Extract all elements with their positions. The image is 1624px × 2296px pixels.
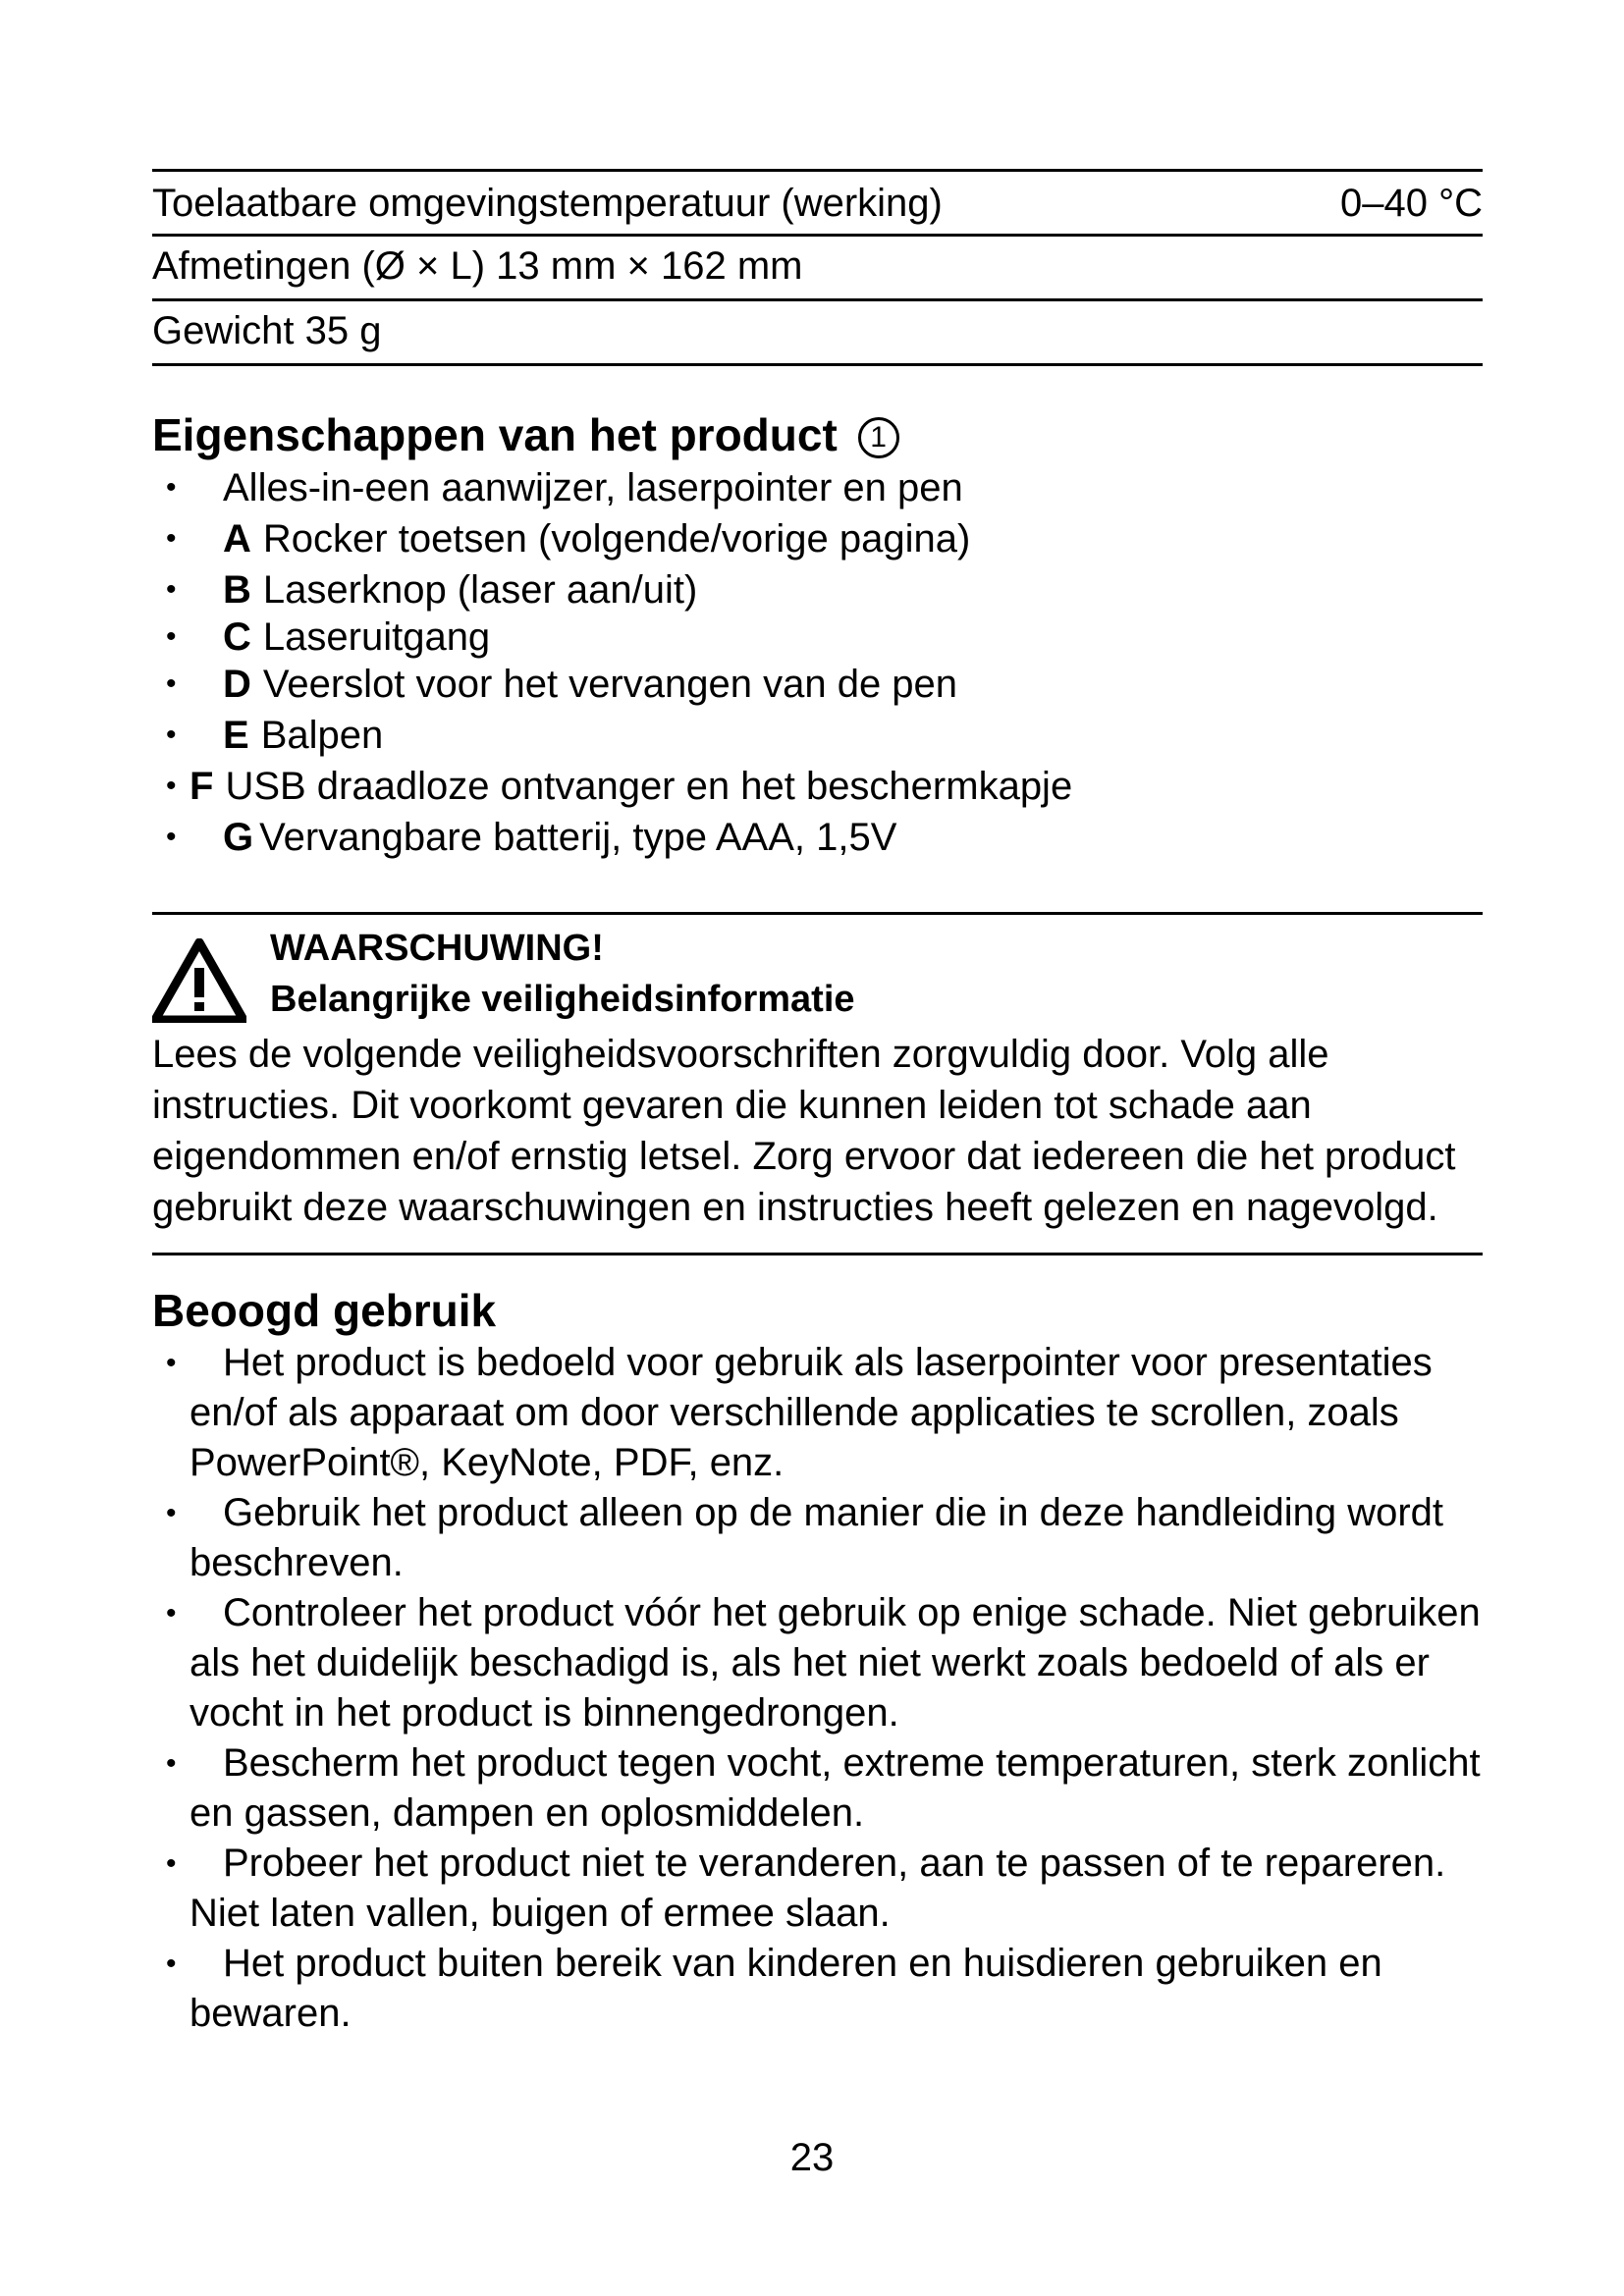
warning-header bbox=[152, 923, 1483, 1025]
list-item: • A Rocker toetsen (volgende/vorige pagina) bbox=[166, 517, 971, 561]
list-item: • Controleer het product vóór het gebruik op enige schade. Niet gebruiken als het duidelijk beschadigd is, als het niet werkt zoals bedoeld of als er vocht in het product is binnengedrongen. bbox=[166, 1591, 1481, 1735]
usage-list bbox=[152, 1338, 1483, 2039]
warning-title: WAARSCHUWING! bbox=[270, 928, 604, 969]
list-item: • Gebruik het product alleen op de manier die in deze handleiding wordt beschreven. bbox=[166, 1491, 1444, 1584]
spec-label: Afmetingen (Ø × L) 13 mm × 162 mm bbox=[152, 244, 803, 288]
warning-bottom-rule bbox=[152, 1253, 1483, 1255]
list-item: • Alles-in-een aanwijzer, laserpointer en pen bbox=[166, 466, 963, 509]
list-item: • G Vervangbare batterij, type AAA, 1,5V bbox=[166, 816, 897, 859]
spec-row-dimensions bbox=[152, 237, 1483, 298]
warning-top-rule bbox=[152, 912, 1483, 915]
spec-value: 0–40 °C bbox=[1340, 182, 1483, 225]
spec-row-temperature bbox=[152, 172, 1483, 234]
list-item: • Probeer het product niet te veranderen, aan te passen of te repareren. Niet laten vallen, buigen of ermee slaan. bbox=[166, 1842, 1446, 1935]
table-bottom-rule bbox=[152, 363, 1483, 366]
list-item: • B Laserknop (laser aan/uit) bbox=[166, 568, 698, 612]
list-item: • F USB draadloze ontvanger en het beschermkapje bbox=[166, 765, 1073, 808]
manual-page bbox=[152, 169, 1483, 2039]
list-item: • Het product buiten bereik van kinderen en huisdieren gebruiken en bewaren. bbox=[166, 1942, 1382, 2035]
warning-triangle-icon bbox=[152, 938, 246, 1023]
list-item: • Bescherm het product tegen vocht, extreme temperaturen, sterk zonlicht en gassen, dampen en oplosmiddelen. bbox=[166, 1741, 1481, 1835]
warning-subtitle: Belangrijke veiligheidsinformatie bbox=[270, 979, 855, 1020]
list-item: • C Laseruitgang bbox=[166, 615, 491, 659]
circled-number-icon: 1 bbox=[858, 417, 899, 458]
features-heading bbox=[152, 407, 1483, 462]
item-key: B bbox=[223, 568, 251, 612]
item-key: C bbox=[223, 615, 251, 659]
item-key: E bbox=[223, 714, 249, 757]
features-title: Eigenschappen van het product bbox=[152, 409, 838, 460]
item-key: F bbox=[189, 765, 214, 808]
spec-row-weight bbox=[152, 301, 1483, 363]
usage-heading: Beoogd gebruik bbox=[152, 1285, 497, 1336]
features-list bbox=[152, 462, 1483, 863]
spec-label: Gewicht 35 g bbox=[152, 309, 382, 352]
list-item: • D Veerslot voor het vervangen van de pen bbox=[166, 663, 958, 706]
item-key: G bbox=[223, 816, 254, 859]
page-number: 23 bbox=[789, 2136, 835, 2179]
spec-label: Toelaatbare omgevingstemperatuur (werking) bbox=[152, 182, 943, 225]
item-key: A bbox=[223, 517, 251, 561]
item-key: D bbox=[223, 663, 251, 706]
warning-body: Lees de volgende veiligheidsvoorschriften zorgvuldig door. Volg alle instructies. Dit voorkomt gevaren die kunnen leiden tot schade aan eigendommen en/of ernstig letsel. Zorg ervoor dat iedereen die het product gebruikt deze waarschuwingen en instructies heeft gelezen en nagevolgd. bbox=[152, 1033, 1456, 1229]
list-item: • E Balpen bbox=[166, 714, 384, 757]
list-item: • Het product is bedoeld voor gebruik als laserpointer voor presentaties en/of als apparaat om door verschillende applicaties te scrollen, zoals PowerPoint®, KeyNote, PDF, enz. bbox=[166, 1341, 1433, 1484]
